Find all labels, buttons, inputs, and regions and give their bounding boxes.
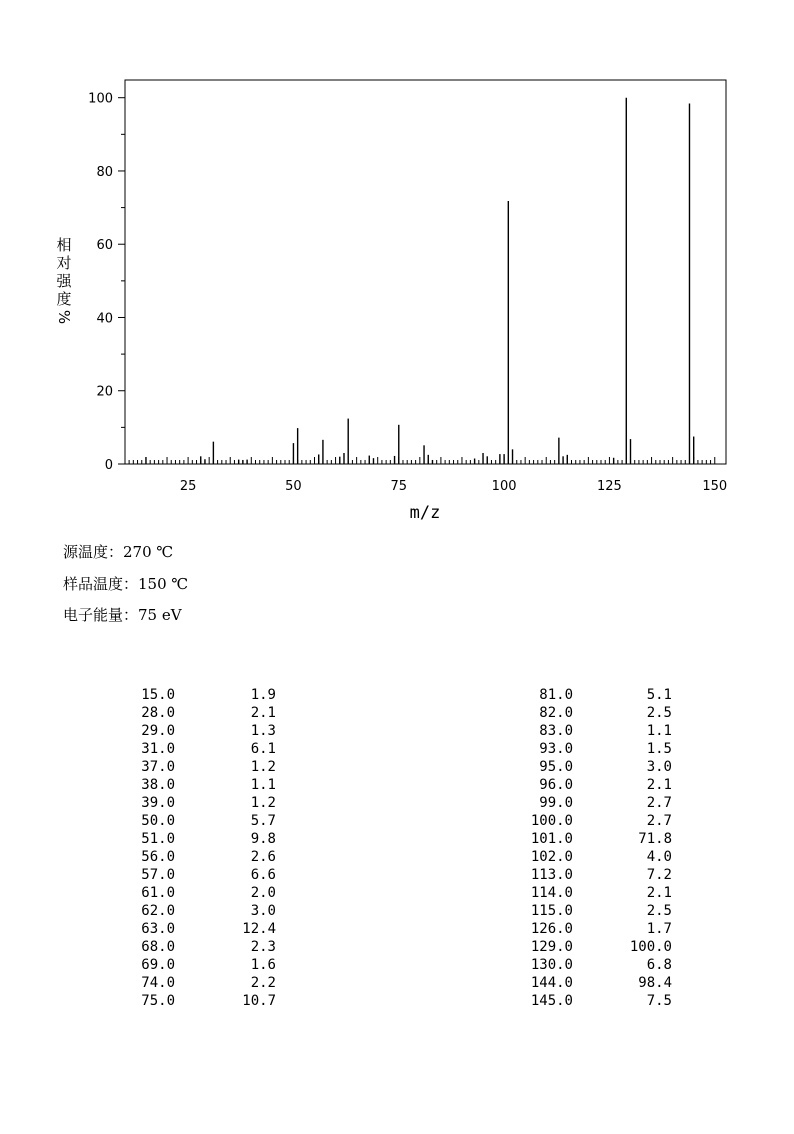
peak-table-row (500, 704, 680, 722)
x-axis-label: m/z (409, 503, 441, 523)
peak-mz: 113.0 (530, 867, 573, 883)
mass-spectrum-chart (0, 0, 794, 540)
peak-mz: 69.0 (141, 957, 175, 973)
source-temperature (63, 541, 173, 562)
peak-intensity: 2.5 (646, 903, 672, 919)
peak-mz: 29.0 (141, 723, 175, 739)
y-tick-label: 20 (96, 384, 113, 400)
peak-intensity: 1.1 (250, 777, 276, 793)
peak-intensity: 6.1 (250, 741, 276, 757)
peak-mz: 38.0 (141, 777, 175, 793)
peak-intensity: 6.6 (250, 867, 276, 883)
peak-intensity: 1.2 (250, 759, 276, 775)
peak-table-row (120, 938, 290, 956)
peak-table-row (120, 722, 290, 740)
y-axis-label-char: 强 (56, 272, 72, 290)
x-tick-label: 25 (179, 479, 197, 494)
x-tick-label: 50 (285, 479, 302, 494)
y-axis-label (55, 236, 73, 324)
peak-intensity: 100.0 (629, 939, 672, 955)
peak-table-row (120, 704, 290, 722)
peak-mz: 114.0 (530, 885, 573, 901)
peak-table-row (500, 686, 680, 704)
electron-energy-label: 电子能量： (63, 606, 139, 624)
peak-mz: 101.0 (530, 831, 573, 847)
axis-tick-labels (88, 92, 727, 494)
peak-intensity: 6.8 (646, 957, 672, 973)
peak-mz: 51.0 (141, 831, 175, 847)
peak-table-row (500, 776, 680, 794)
peak-table-row (500, 938, 680, 956)
peak-mz: 145.0 (530, 993, 573, 1009)
source-temperature-value: 270 ℃ (123, 543, 174, 561)
peak-mz: 68.0 (141, 939, 175, 955)
peak-intensity: 2.5 (646, 705, 672, 721)
peak-table-row (500, 794, 680, 812)
peak-table-row (120, 866, 290, 884)
electron-energy (63, 604, 182, 625)
peak-intensity: 1.7 (646, 921, 672, 937)
peak-mz: 39.0 (141, 795, 175, 811)
peak-table-row (120, 974, 290, 992)
peak-table-row (500, 956, 680, 974)
peak-mz: 115.0 (530, 903, 573, 919)
peak-intensity: 2.0 (250, 885, 276, 901)
peak-mz: 83.0 (539, 723, 573, 739)
peak-table-row (500, 920, 680, 938)
peak-table-row (120, 740, 290, 758)
x-tick-label: 75 (390, 479, 408, 494)
peak-intensity: 1.2 (250, 795, 276, 811)
peak-intensity: 3.0 (646, 759, 672, 775)
peak-table-row (120, 794, 290, 812)
sample-temperature-label: 样品温度： (63, 575, 139, 593)
peak-mz: 61.0 (141, 885, 175, 901)
peak-mz: 144.0 (530, 975, 573, 991)
peak-table-row (120, 830, 290, 848)
peak-intensity: 2.1 (646, 777, 672, 793)
peak-intensity: 12.4 (242, 921, 276, 937)
peak-table-row (120, 848, 290, 866)
peak-bars (146, 98, 694, 464)
sample-temperature-value: 150 ℃ (138, 575, 189, 593)
peak-table-row (500, 722, 680, 740)
peak-mz: 31.0 (141, 741, 175, 757)
peak-table-row (500, 884, 680, 902)
peak-mz: 93.0 (539, 741, 573, 757)
peak-table-row (120, 686, 290, 704)
peak-table-left (120, 686, 290, 1010)
peak-intensity: 1.6 (250, 957, 276, 973)
peak-mz: 99.0 (539, 795, 573, 811)
peak-mz: 28.0 (141, 705, 175, 721)
peak-intensity: 98.4 (638, 975, 672, 991)
x-tick-label: 150 (702, 479, 728, 494)
peak-intensity: 2.1 (250, 705, 276, 721)
peak-table-row (500, 848, 680, 866)
peak-intensity: 3.0 (250, 903, 276, 919)
peak-mz: 37.0 (141, 759, 175, 775)
y-tick-label: 60 (96, 238, 113, 254)
peak-intensity: 1.1 (646, 723, 672, 739)
y-tick-label: 40 (96, 311, 113, 327)
peak-mz: 96.0 (539, 777, 573, 793)
peak-mz: 129.0 (530, 939, 573, 955)
peak-table-row (500, 992, 680, 1010)
peak-mz: 130.0 (530, 957, 573, 973)
peak-intensity: 5.7 (250, 813, 276, 829)
peak-intensity: 4.0 (646, 849, 672, 865)
plot-frame (125, 80, 726, 464)
peak-intensity: 2.6 (250, 849, 276, 865)
peak-intensity: 5.1 (646, 687, 672, 703)
y-axis-label-char: 相 (56, 236, 72, 254)
peak-mz: 63.0 (141, 921, 175, 937)
peak-mz: 75.0 (141, 993, 175, 1009)
peak-table-row (500, 740, 680, 758)
peak-intensity: 71.8 (638, 831, 672, 847)
peak-mz: 95.0 (539, 759, 573, 775)
peak-table-row (500, 866, 680, 884)
peak-table-row (120, 884, 290, 902)
peak-mz: 102.0 (530, 849, 573, 865)
peak-intensity: 1.5 (646, 741, 672, 757)
sample-temperature (63, 573, 188, 594)
peak-table-row (500, 830, 680, 848)
peak-intensity: 1.9 (250, 687, 276, 703)
peak-table-row (500, 758, 680, 776)
y-axis-label-char: 度 (56, 290, 72, 308)
peak-intensity: 1.3 (250, 723, 276, 739)
peak-mz: 57.0 (141, 867, 175, 883)
peak-table-row (500, 902, 680, 920)
peak-intensity: 7.5 (646, 993, 672, 1009)
peak-intensity: 7.2 (646, 867, 672, 883)
peak-table-row (120, 776, 290, 794)
peak-mz: 15.0 (141, 687, 175, 703)
peak-mz: 74.0 (141, 975, 175, 991)
peak-mz: 62.0 (141, 903, 175, 919)
peak-mz: 100.0 (530, 813, 573, 829)
peak-intensity: 10.7 (242, 993, 276, 1009)
peak-table-row (500, 974, 680, 992)
y-tick-label: 100 (88, 91, 113, 107)
peak-intensity: 2.1 (646, 885, 672, 901)
peak-table-row (120, 902, 290, 920)
peak-table-row (120, 956, 290, 974)
peak-table-row (120, 758, 290, 776)
peak-intensity: 2.7 (646, 795, 672, 811)
peak-mz: 56.0 (141, 849, 175, 865)
y-axis-label-char: % (55, 309, 73, 325)
peak-mz: 126.0 (530, 921, 573, 937)
peak-mz: 82.0 (539, 705, 573, 721)
peak-table-row (120, 920, 290, 938)
x-tick-label: 100 (491, 479, 517, 494)
electron-energy-value: 75 eV (138, 606, 182, 624)
peak-table-row (120, 992, 290, 1010)
peak-table-right (500, 686, 680, 1010)
peak-table-row (500, 812, 680, 830)
peak-mz: 50.0 (141, 813, 175, 829)
peak-table-row (120, 812, 290, 830)
peak-mz: 81.0 (539, 687, 573, 703)
peak-intensity: 9.8 (250, 831, 276, 847)
peak-intensity: 2.2 (250, 975, 276, 991)
peak-intensity: 2.7 (646, 813, 672, 829)
y-axis-label-char: 对 (56, 254, 72, 272)
x-tick-label: 125 (597, 479, 622, 494)
peak-intensity: 2.3 (250, 939, 276, 955)
y-tick-label: 0 (104, 458, 113, 473)
y-tick-label: 80 (96, 164, 113, 180)
axis-ticks (118, 98, 715, 464)
source-temperature-label: 源温度： (63, 543, 124, 561)
